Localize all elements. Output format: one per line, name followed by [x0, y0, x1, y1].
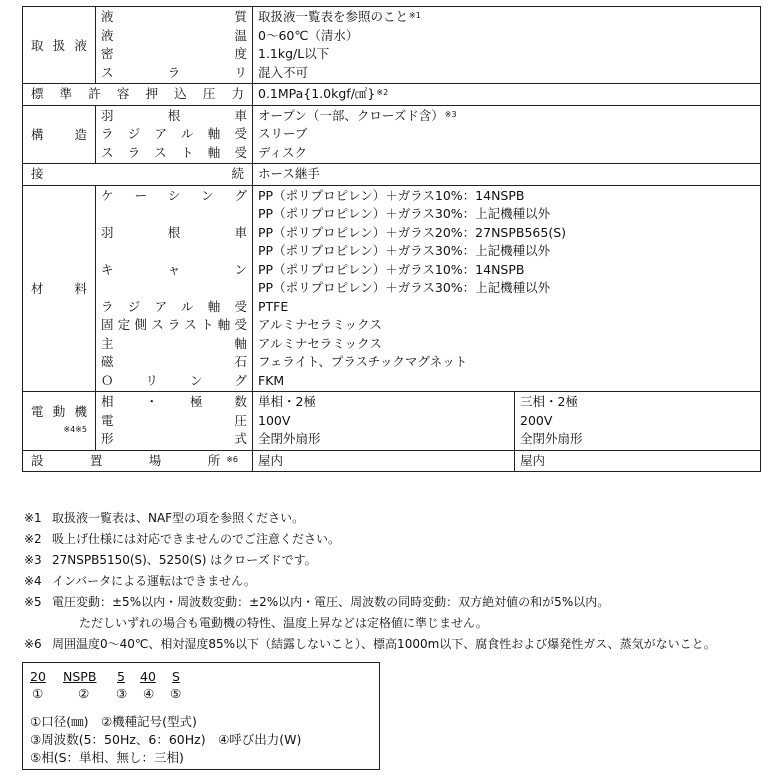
- three-phase-poles: 三相・2極: [520, 394, 578, 409]
- shaft-value: アルミナセラミックス: [258, 335, 382, 351]
- liquid-category: 取扱液: [23, 7, 96, 84]
- impeller-material-label: 羽 根 車: [101, 224, 247, 240]
- can-value-2: PP（ポリプロピレン）＋ガラス30%：上記機種以外: [258, 280, 551, 295]
- circle-5: ⑤: [170, 686, 182, 701]
- install-label: 設 置 場 所: [31, 452, 221, 468]
- three-motor-type: 全閉外扇形: [520, 431, 583, 446]
- can-value-1: PP（ポリプロピレン）＋ガラス10%：14NSPB: [258, 261, 525, 277]
- radial-bearing-material-label: ラジアル軸受: [101, 298, 247, 314]
- o-ring-value: FKM: [258, 372, 285, 388]
- install-row: [23, 450, 761, 472]
- pressure-value: 0.1MPa{1.0kgf/㎠}: [258, 86, 376, 101]
- liquid-slurry-label: ス ラ リ: [101, 64, 247, 80]
- structure-section: [23, 105, 761, 164]
- footnote-3: [24, 550, 764, 571]
- liquid-quality-value: 取扱液一覧表を参照のこと: [258, 9, 409, 24]
- motor-section: [23, 392, 761, 451]
- radial-bearing-structure-label: ラジアル軸受: [101, 126, 247, 141]
- motor-labels: [96, 392, 253, 451]
- single-motor-type: 全閉外扇形: [258, 431, 321, 446]
- radial-bearing-structure-value: スリーブ: [258, 126, 308, 141]
- liquid-temp-label: 液 温: [101, 27, 247, 43]
- liquid-density-value: 1.1kg/L以下: [258, 46, 330, 61]
- footnotes: [24, 508, 764, 655]
- footnote-text: 27NSPB5150(S)、5250(S) はクローズドです。: [52, 553, 317, 567]
- impeller-material-value-2: PP（ポリプロピレン）＋ガラス30%：上記機種以外: [258, 243, 551, 258]
- motor-three-phase-values: [515, 392, 761, 451]
- connection-row: [23, 164, 761, 186]
- circle-4: ④: [143, 686, 155, 701]
- material-values: [253, 185, 761, 392]
- material-category: 材料: [23, 185, 96, 392]
- footnote-4: [24, 571, 764, 592]
- casing-label: ケーシング: [101, 187, 247, 203]
- shaft-label: 主 軸: [101, 335, 247, 351]
- structure-values: [253, 105, 761, 164]
- footnote-text: 吸上げ仕様には対応できませんのでご注意ください。: [52, 532, 341, 546]
- model-code-legend: [30, 713, 301, 767]
- fixed-thrust-bearing-label: 固定側スラスト軸受: [101, 317, 247, 332]
- circle-3: ③: [116, 686, 128, 701]
- three-voltage: 200V: [520, 412, 553, 428]
- spec-table: [22, 6, 761, 472]
- motor-category: 電動機: [31, 403, 87, 419]
- circle-2: ②: [78, 686, 90, 701]
- footnote-5-continued: ただしいずれの場合も電動機の特性、温度上昇などは定格値に準じません。: [79, 616, 488, 630]
- impeller-structure-label: 羽 根 車: [101, 107, 247, 123]
- motor-note: ※4※5: [63, 424, 87, 434]
- footnote-mark: ※4: [24, 574, 42, 588]
- liquid-quality-note: ※1: [409, 11, 421, 20]
- connection-value: ホース継手: [253, 164, 761, 186]
- footnote-5: [24, 592, 764, 613]
- liquid-slurry-value: 混入不可: [258, 64, 309, 80]
- impeller-structure-value: オープン（一部、クローズド含）: [258, 107, 444, 123]
- liquid-quality-label: 液 質: [101, 9, 247, 24]
- footnote-1: [24, 508, 764, 529]
- motor-category-cell: [23, 392, 96, 451]
- motor-type-label: 形 式: [101, 431, 247, 446]
- o-ring-label: Ｏ リ ン グ: [101, 372, 247, 388]
- casing-value-1: PP（ポリプロピレン）＋ガラス10%：14NSPB: [258, 187, 525, 203]
- can-label: キ ャ ン: [101, 261, 247, 277]
- magnet-value: フェライト、プラスチックマグネット: [258, 354, 468, 369]
- footnote-text: 電圧変動：±5%以内・周波数変動：±2%以内・電圧、周波数の同時変動：双方絶対値の和が5%以内。: [52, 595, 610, 609]
- install-label-cell: [23, 450, 253, 472]
- model-code-frequency: 5: [117, 669, 125, 684]
- liquid-density-label: 密 度: [101, 46, 247, 61]
- model-code-series: NSPB: [63, 669, 97, 684]
- footnote-text: 周囲温度0〜40℃、相対湿度85%以下（結露しないこと）、標高1000m以下、腐食性および爆発性ガス、蒸気がないこと。: [52, 637, 716, 651]
- material-section: [23, 185, 761, 392]
- pressure-row: [23, 84, 761, 106]
- footnote-mark: ※2: [24, 532, 42, 546]
- radial-bearing-material-value: PTFE: [258, 298, 289, 314]
- footnote-text: 取扱液一覧表は、NAF型の項を参照ください。: [52, 511, 305, 525]
- material-labels: [96, 185, 253, 392]
- model-code-output: 40: [140, 669, 156, 684]
- install-single-value: 屋内: [253, 450, 515, 472]
- install-note: ※6: [226, 454, 238, 464]
- fixed-thrust-bearing-value: アルミナセラミックス: [258, 317, 382, 332]
- footnote-6: [24, 634, 764, 655]
- casing-value-2: PP（ポリプロピレン）＋ガラス30%：上記機種以外: [258, 206, 551, 221]
- thrust-bearing-structure-value: ディスク: [258, 144, 308, 160]
- footnote-mark: ※3: [24, 553, 42, 567]
- legend-line-2: ③周波数(5：50Hz、6：60Hz) ④呼び出力(W): [30, 732, 302, 747]
- thrust-bearing-structure-label: スラスト軸受: [101, 144, 247, 160]
- footnote-mark: ※1: [24, 511, 42, 525]
- legend-line-3: ⑤相(S：単相、無し：三相): [30, 750, 184, 765]
- circle-1: ①: [32, 686, 44, 701]
- liquid-labels: [96, 7, 253, 84]
- footnote-2: [24, 529, 764, 550]
- structure-category: 構造: [23, 105, 96, 164]
- magnet-label: 磁 石: [101, 354, 247, 369]
- impeller-structure-note: ※3: [444, 109, 457, 119]
- structure-labels: [96, 105, 253, 164]
- footnote-mark: ※5: [24, 595, 42, 609]
- single-phase-poles: 単相・2極: [258, 394, 316, 409]
- legend-line-1: ①口径(㎜) ②機種記号(型式): [30, 714, 197, 729]
- connection-label: 接 続: [23, 164, 253, 186]
- model-code-box: [22, 662, 380, 770]
- motor-single-phase-values: [253, 392, 515, 451]
- single-voltage: 100V: [258, 412, 291, 428]
- pressure-value-cell: [253, 84, 761, 106]
- impeller-material-value-1: PP（ポリプロピレン）＋ガラス20%：27NSPB565(S): [258, 224, 567, 240]
- phase-poles-label: 相 ・ 極 数: [101, 394, 247, 409]
- footnote-text: インバータによる運転はできません。: [52, 574, 256, 588]
- voltage-label: 電 圧: [101, 412, 247, 428]
- model-code-diameter: 20: [30, 669, 46, 684]
- liquid-values: [253, 7, 761, 84]
- footnote-mark: ※6: [24, 637, 42, 651]
- install-three-value: 屋内: [515, 450, 761, 472]
- model-code-phase: S: [172, 669, 180, 684]
- liquid-temp-value: 0〜60℃（清水）: [258, 27, 359, 43]
- pressure-note: ※2: [376, 88, 389, 97]
- pressure-label: 標準許容押込圧力: [23, 84, 253, 106]
- liquid-section: [23, 7, 761, 84]
